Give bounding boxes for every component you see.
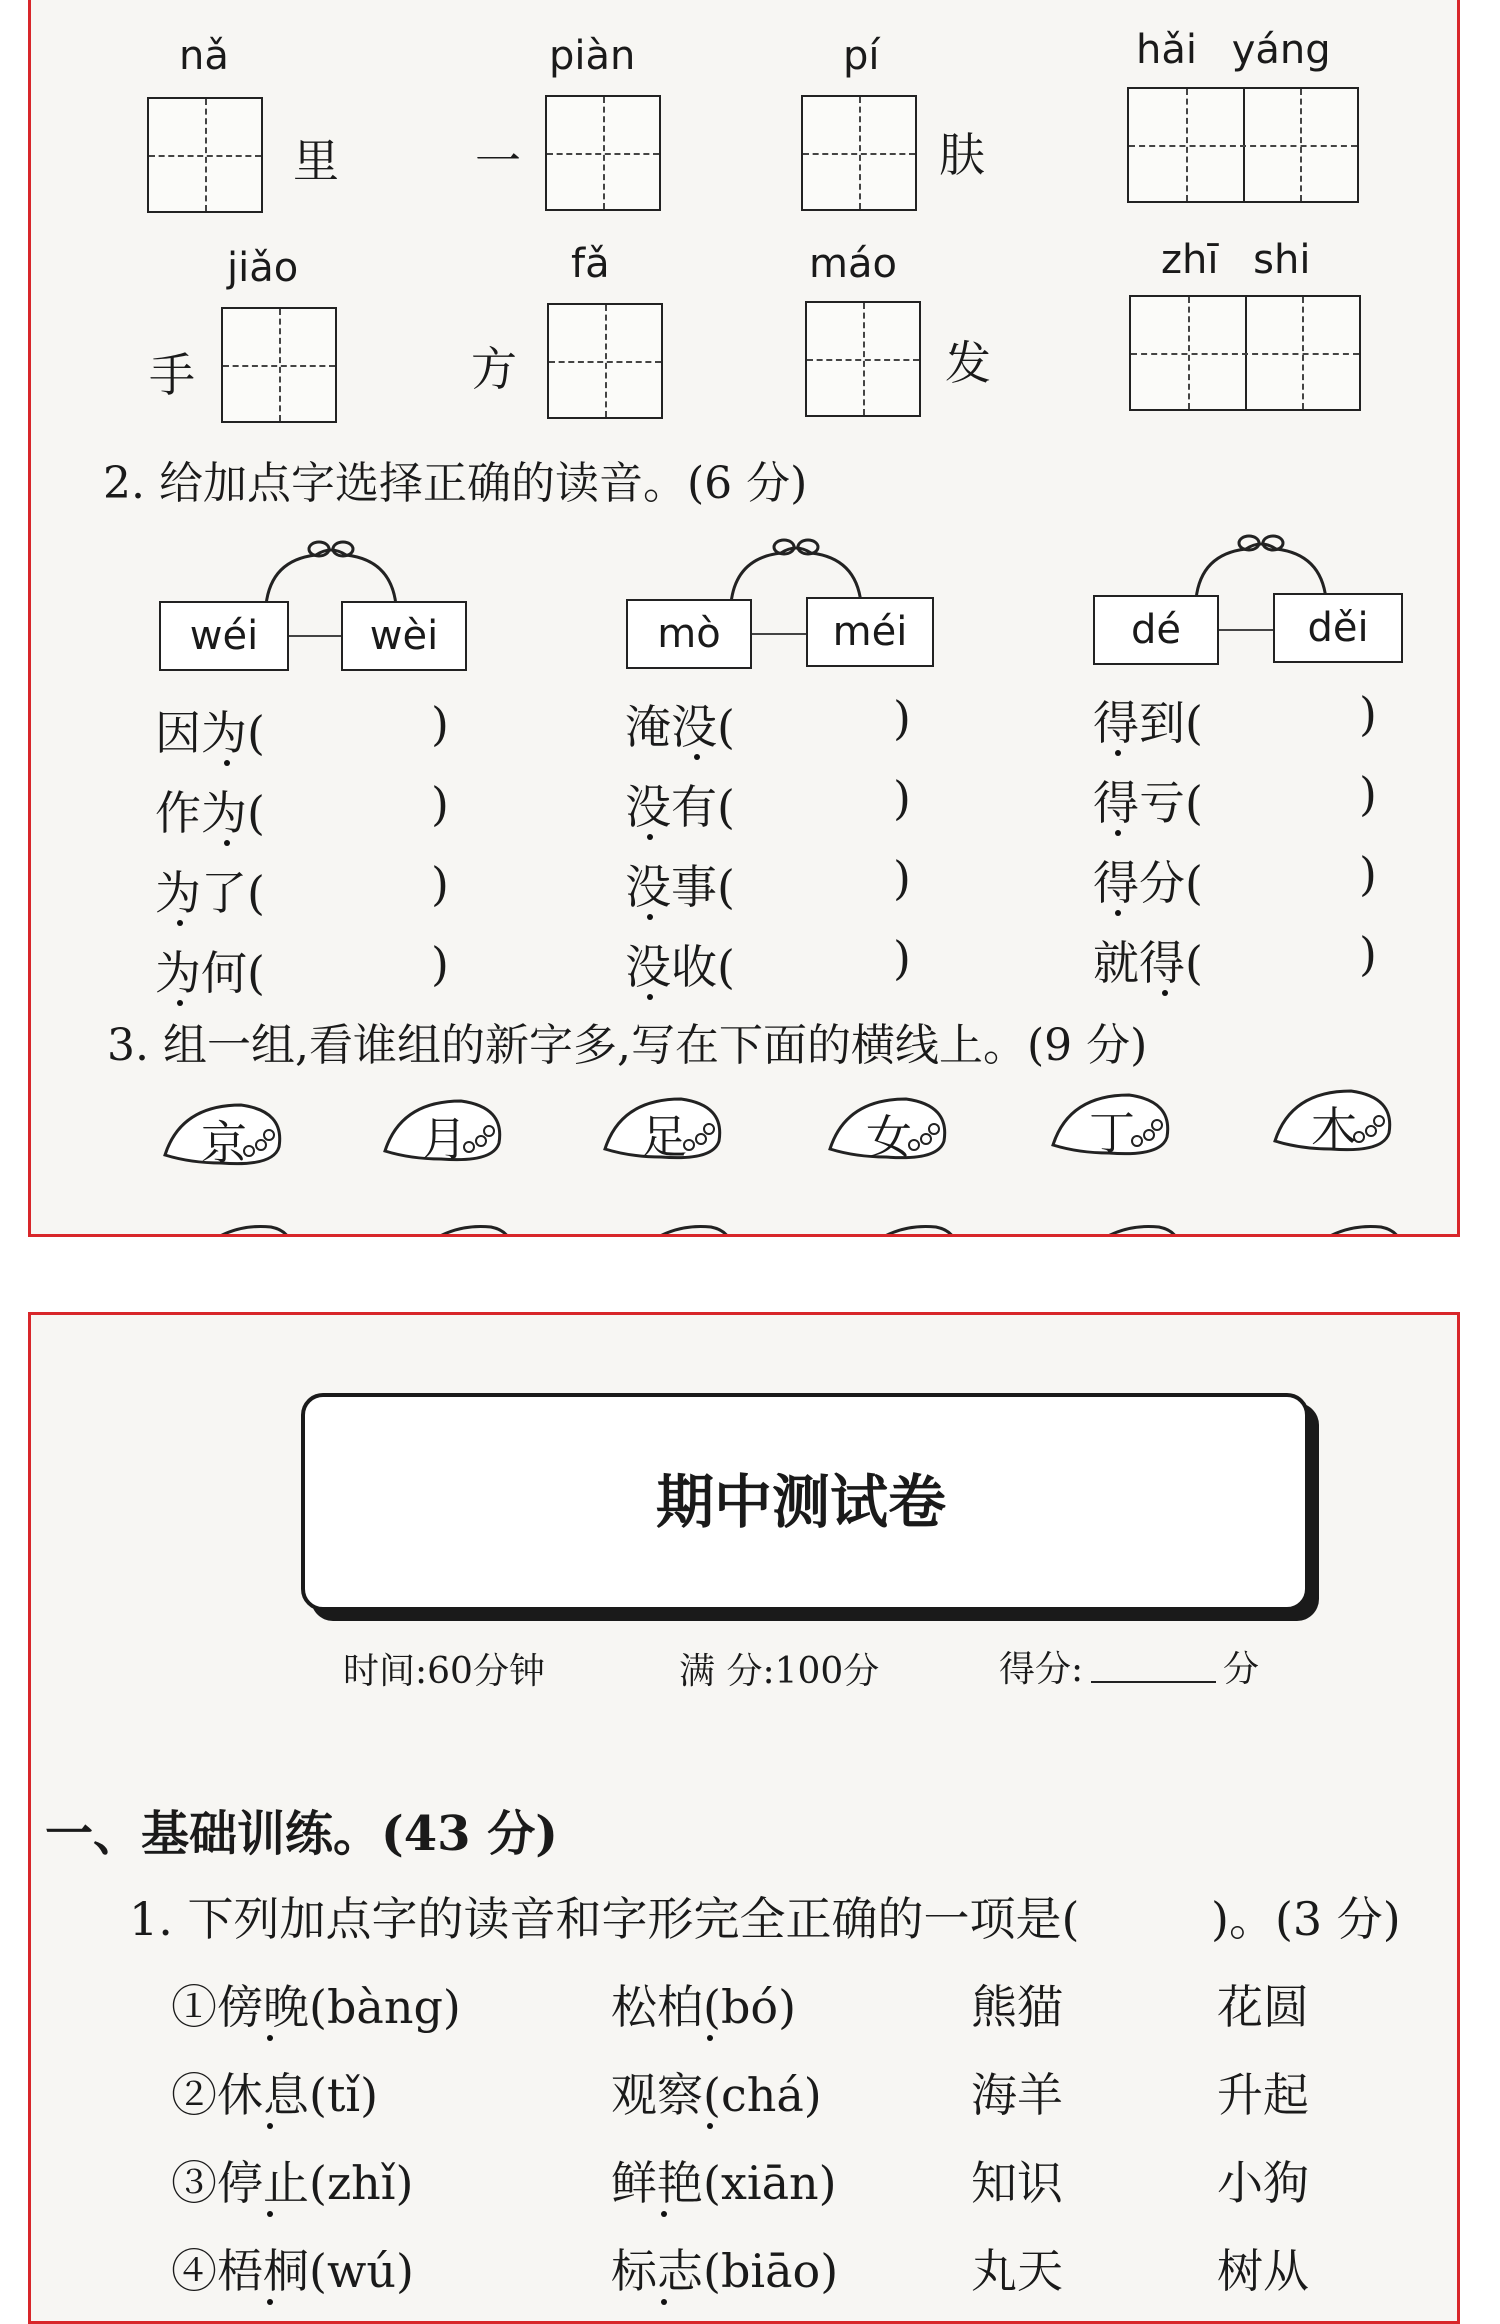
writing-box[interactable]: [805, 301, 921, 417]
word-item: 得到(: [1093, 696, 1203, 750]
option-cell: 知识: [971, 2156, 1063, 2210]
pinyin-option[interactable]: mò: [626, 599, 752, 669]
word-item: 淹没(: [625, 700, 735, 754]
pinyin-label: pí: [843, 33, 880, 79]
leaf-char: 丁: [1089, 1106, 1135, 1160]
leaf-char: 女: [866, 1110, 912, 1164]
leaf-row-partial: [181, 1219, 1421, 1237]
connector-line: [1219, 629, 1273, 631]
connector-line: [289, 635, 341, 637]
writing-box[interactable]: [547, 303, 663, 419]
emphasis-dot: [694, 754, 700, 760]
leaf-char-card: [601, 1091, 727, 1171]
option-cell: 观察(chá): [611, 2068, 822, 2122]
word-item: 作为(: [155, 786, 265, 840]
worksheet-top-panel: [28, 0, 1460, 1237]
section-1-heading: 一、基础训练。(43 分): [45, 1806, 558, 1862]
writing-box-double[interactable]: [1129, 295, 1361, 411]
writing-box[interactable]: [545, 95, 661, 211]
connector-line: [752, 633, 806, 635]
question-1-title-end: )。(3 分): [1211, 1892, 1401, 1946]
option-row[interactable]: [171, 2059, 1371, 2129]
emphasis-dot: [177, 920, 183, 926]
close-paren: ): [893, 931, 911, 985]
option-cell: 小狗: [1217, 2156, 1309, 2210]
option-cell: 标志(biāo): [611, 2244, 839, 2298]
given-char: 肤: [939, 128, 985, 182]
given-char: 一: [475, 134, 521, 188]
emphasis-dot: [707, 2035, 713, 2041]
option-row[interactable]: [171, 2147, 1371, 2217]
worksheet-bottom-panel: [28, 1312, 1460, 2324]
option-cell: ②休息(tǐ): [171, 2068, 379, 2122]
word-item: 为何(: [155, 946, 265, 1000]
option-cell: 海羊: [971, 2068, 1063, 2122]
word-item: 没收(: [625, 940, 735, 994]
close-paren: ): [1359, 927, 1377, 981]
pinyin-option[interactable]: wèi: [341, 601, 467, 671]
option-cell: 熊猫: [971, 1980, 1063, 2034]
emphasis-dot: [661, 2299, 667, 2305]
pinyin-label: fǎ: [571, 241, 610, 287]
leaf-char: 木: [1311, 1102, 1357, 1156]
close-paren: ): [431, 777, 449, 831]
emphasis-dot: [267, 2211, 273, 2217]
pinyin-option[interactable]: méi: [806, 597, 934, 667]
close-paren: ): [893, 771, 911, 825]
pinyin-label: hǎi yáng: [1136, 27, 1331, 73]
option-cell: 丸天: [971, 2244, 1063, 2298]
pinyin-label: máo: [809, 241, 897, 287]
score-label: 得分:: [999, 1649, 1084, 1690]
emphasis-dot: [1115, 750, 1121, 756]
emphasis-dot: [224, 760, 230, 766]
option-cell: 升起: [1217, 2068, 1309, 2122]
leaf-char-card: [826, 1091, 952, 1171]
pinyin-option[interactable]: dé: [1093, 595, 1219, 665]
option-row[interactable]: [171, 1971, 1371, 2041]
close-paren: ): [1359, 847, 1377, 901]
given-char: 里: [293, 134, 339, 188]
pinyin-option[interactable]: děi: [1273, 593, 1403, 663]
option-cell: 树从: [1217, 2244, 1309, 2298]
option-cell: ③停止(zhǐ): [171, 2156, 414, 2210]
emphasis-dot: [647, 834, 653, 840]
score-unit: 分: [1223, 1649, 1260, 1690]
close-paren: ): [1359, 687, 1377, 741]
emphasis-dot: [267, 2299, 273, 2305]
emphasis-dot: [647, 914, 653, 920]
leaf-char-card: [1271, 1083, 1397, 1163]
given-char: 发: [945, 336, 991, 390]
word-item: 为了(: [155, 866, 265, 920]
pinyin-option[interactable]: wéi: [159, 601, 289, 671]
emphasis-dot: [1115, 910, 1121, 916]
leaf-char-card: [381, 1093, 507, 1173]
emphasis-dot: [1162, 990, 1168, 996]
word-item: 得亏(: [1093, 776, 1203, 830]
leaf-char-card: [1049, 1087, 1175, 1167]
leaf-char-card: [161, 1097, 287, 1177]
pinyin-label: zhī shi: [1161, 237, 1311, 283]
emphasis-dot: [647, 994, 653, 1000]
close-paren: ): [431, 857, 449, 911]
leaf-char: 京: [201, 1116, 247, 1170]
leaf-char: 月: [421, 1112, 467, 1166]
emphasis-dot: [267, 2123, 273, 2129]
close-paren: ): [893, 851, 911, 905]
leaf-char: 足: [641, 1110, 687, 1164]
question-1-title: 1. 下列加点字的读音和字形完全正确的一项是(: [129, 1892, 1080, 1946]
option-cell: 花圆: [1217, 1980, 1309, 2034]
exam-full-score: 满 分:100分: [679, 1651, 880, 1692]
emphasis-dot: [267, 2035, 273, 2041]
pinyin-label: jiǎo: [227, 245, 299, 291]
writing-box-double[interactable]: [1127, 87, 1359, 203]
close-paren: ): [431, 697, 449, 751]
close-paren: ): [893, 691, 911, 745]
exam-time: 时间:60分钟: [343, 1651, 545, 1692]
emphasis-dot: [1115, 830, 1121, 836]
option-cell: 鲜艳(xiān): [611, 2156, 837, 2210]
word-item: 得分(: [1093, 856, 1203, 910]
given-char: 方: [471, 342, 517, 396]
pinyin-label: piàn: [549, 33, 636, 79]
word-item: 没有(: [625, 780, 735, 834]
question-3-title: 3. 组一组,看谁组的新字多,写在下面的横线上。(9 分): [107, 1020, 1148, 1071]
emphasis-dot: [661, 2211, 667, 2217]
option-cell: 松柏(bó): [611, 1980, 797, 2034]
score-blank[interactable]: [1091, 1681, 1216, 1683]
writing-box[interactable]: [147, 97, 263, 213]
emphasis-dot: [177, 1000, 183, 1006]
writing-box[interactable]: [801, 95, 917, 211]
close-paren: ): [431, 937, 449, 991]
emphasis-dot: [707, 2123, 713, 2129]
question-2-title: 2. 给加点字选择正确的读音。(6 分): [103, 458, 808, 509]
pinyin-label: nǎ: [179, 33, 229, 79]
option-row[interactable]: [171, 2235, 1371, 2305]
exam-title: 期中测试卷: [655, 1468, 946, 1536]
word-item: 没事(: [625, 860, 735, 914]
option-cell: ④梧桐(wú): [171, 2244, 414, 2298]
emphasis-dot: [224, 840, 230, 846]
writing-box[interactable]: [221, 307, 337, 423]
close-paren: ): [1359, 767, 1377, 821]
word-item: 就得(: [1093, 936, 1203, 990]
word-item: 因为(: [155, 706, 265, 760]
given-char: 手: [149, 348, 195, 402]
option-cell: ①傍晚(bàng): [171, 1980, 461, 2034]
